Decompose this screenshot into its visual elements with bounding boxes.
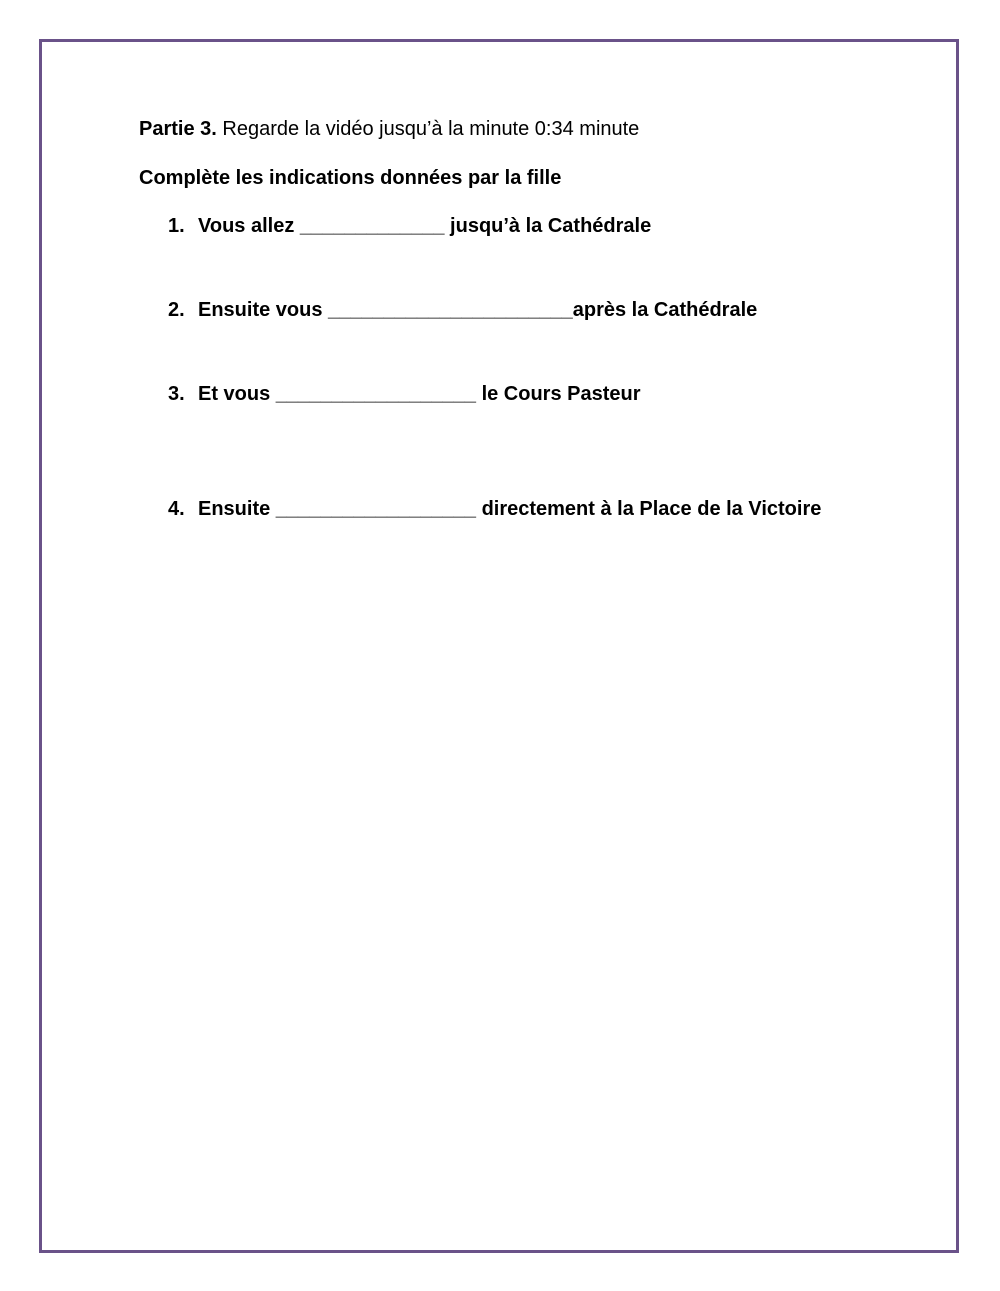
list-item <box>168 382 641 406</box>
item-text: Ensuite vous ______________________après la Cathédrale <box>198 299 758 321</box>
section-label: Partie 3. <box>139 118 217 140</box>
item-text: Et vous __________________ le Cours Pasteur <box>198 383 641 405</box>
list-item <box>168 497 821 521</box>
item-number: 1. <box>168 215 185 237</box>
list-item <box>168 298 757 322</box>
item-number: 3. <box>168 383 185 405</box>
item-number: 2. <box>168 299 185 321</box>
exercise-instruction: Complète les indications données par la fille <box>139 167 562 189</box>
item-text: Ensuite __________________ directement à la Place de la Victoire <box>198 498 822 520</box>
section-heading <box>139 117 639 141</box>
item-number: 4. <box>168 498 185 520</box>
list-item <box>168 214 651 238</box>
item-text: Vous allez _____________ jusqu’à la Cathédrale <box>198 215 652 237</box>
section-instruction: Regarde la vidéo jusqu’à la minute 0:34 minute <box>216 118 640 140</box>
